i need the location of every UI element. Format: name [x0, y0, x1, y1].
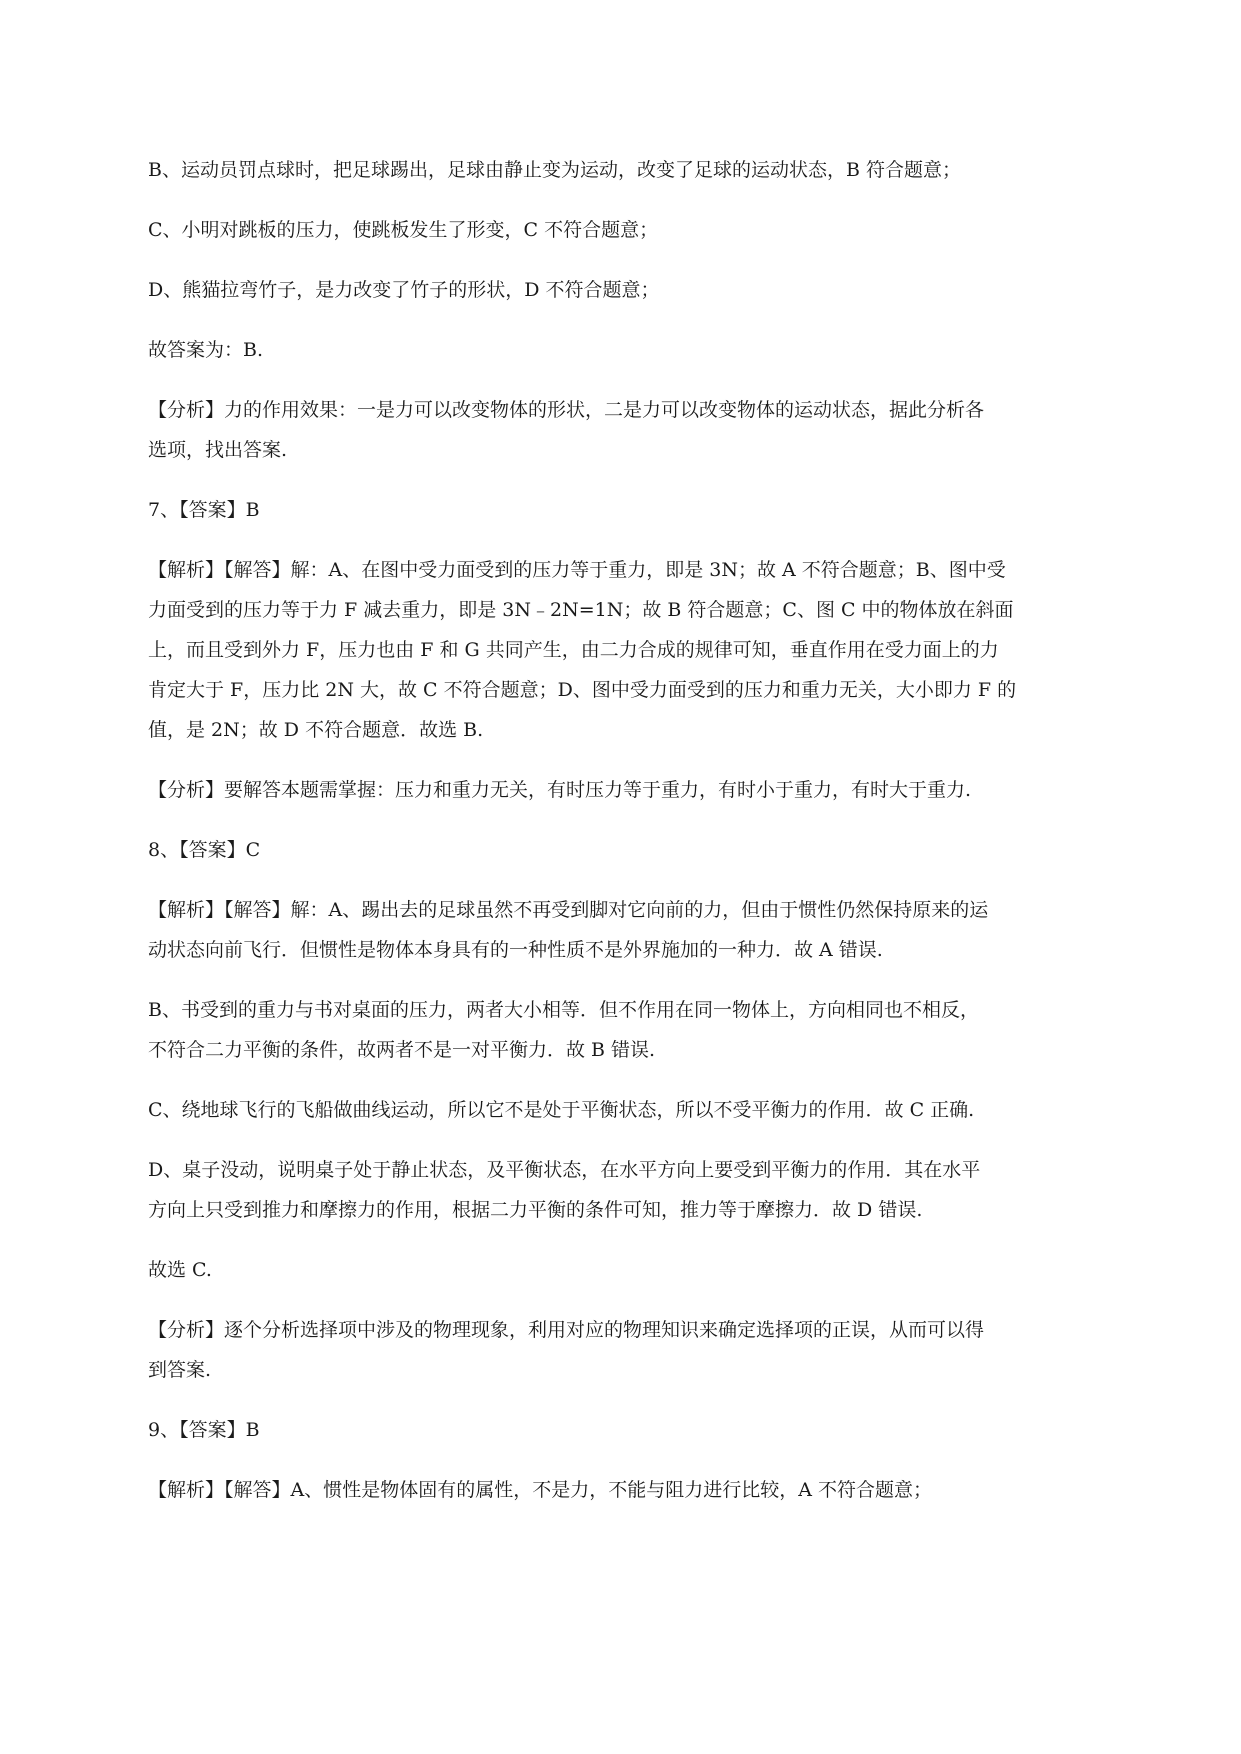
paragraph-analysis-7: 【分析】要解答本题需掌握：压力和重力无关，有时压力等于重力，有时小于重力，有时大于重力.: [148, 779, 972, 801]
document-page: [148, 150, 1148, 1510]
paragraph-solution-8-d: D、桌子没动，说明桌子处于静止状态，及平衡状态，在水平方向上要受到平衡力的作用．其在水平 方向上只受到推力和摩擦力的作用，根据二力平衡的条件可知，推力等于摩擦力．故 D 错误.: [148, 1159, 981, 1221]
paragraph-conclusion: 故答案为：B.: [148, 339, 264, 361]
paragraph-option-d: D、熊猫拉弯竹子，是力改变了竹子的形状，D 不符合题意；: [148, 279, 660, 301]
paragraph-option-b: B、运动员罚点球时，把足球踢出，足球由静止变为运动，改变了足球的运动状态，B 符合题意；: [148, 159, 961, 181]
paragraph-solution-8-b: B、书受到的重力与书对桌面的压力，两者大小相等．但不作用在同一物体上，方向相同也不相反， 不符合二力平衡的条件，故两者不是一对平衡力．故 B 错误.: [148, 999, 979, 1061]
paragraph-option-c: C、小明对跳板的压力，使跳板发生了形变，C 不符合题意；: [148, 219, 659, 241]
answer-heading-8: 8、【答案】C: [148, 839, 261, 861]
paragraph-conclusion-8: 故选 C.: [148, 1259, 212, 1281]
answer-heading-7: 7、【答案】B: [148, 499, 260, 521]
paragraph-solution-7: 【解析】【解答】解：A、在图中受力面受到的压力等于重力，即是 3N；故 A 不符合题意；B、图中受 力面受到的压力等于力 F 减去重力，即是 3N﹣2N=1N；故 B 符合题意；C、图 C 中的物体放在斜面 上，而且受到外力 F，压力也由 F 和 G 共同产生，由二力合成的规律可知，垂直作用在受力面上的力 肯定大于 F，压力比 2N 大，故 C 不符合题意；D、图中受力面受到的压力和重力无关，大小即力 F 的 值，是 2N；故 D 不符合题意．故选 B.: [148, 559, 1017, 741]
paragraph-analysis-8: 【分析】逐个分析选择项中涉及的物理现象，利用对应的物理知识来确定选择项的正误，从而可以得 到答案.: [148, 1319, 985, 1381]
paragraph-analysis: 【分析】力的作用效果：一是力可以改变物体的形状，二是力可以改变物体的运动状态，据此分析各 选项，找出答案.: [148, 399, 985, 461]
paragraph-solution-8-a: 【解析】【解答】解：A、踢出去的足球虽然不再受到脚对它向前的力，但由于惯性仍然保持原来的运 动状态向前飞行．但惯性是物体本身具有的一种性质不是外界施加的一种力．故 A 错误.: [148, 899, 989, 961]
paragraph-solution-9-a: 【解析】【解答】A、惯性是物体固有的属性，不是力，不能与阻力进行比较，A 不符合题意；: [148, 1479, 932, 1501]
answer-heading-9: 9、【答案】B: [148, 1419, 260, 1441]
paragraph-solution-8-c: C、绕地球飞行的飞船做曲线运动，所以它不是处于平衡状态，所以不受平衡力的作用．故 C 正确.: [148, 1099, 975, 1121]
